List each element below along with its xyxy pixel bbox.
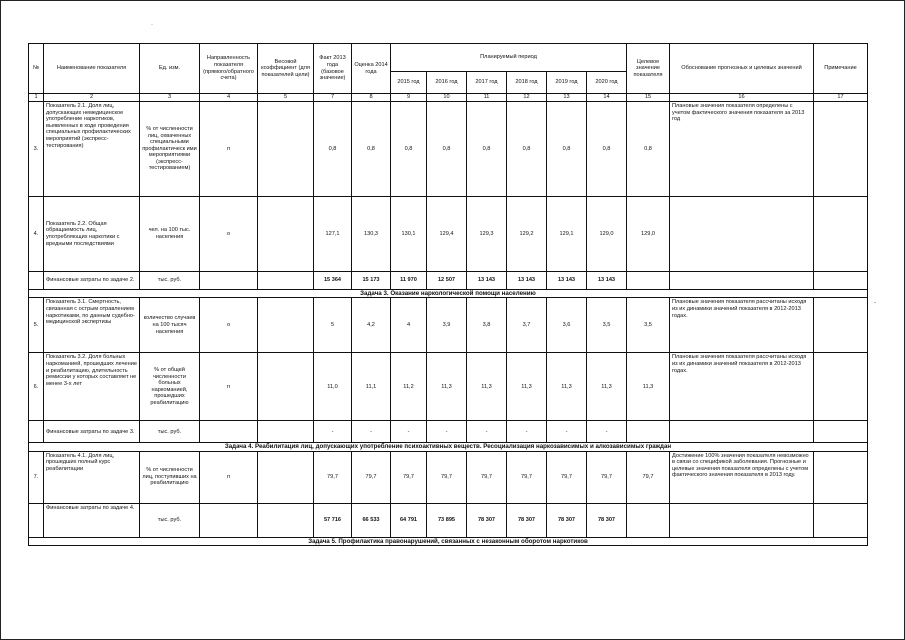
value-estimate-2014: 79,7 bbox=[352, 451, 391, 503]
finance-row bbox=[29, 272, 868, 290]
indicator-name: Показатель 4.1. Доля лиц, прошедших полный курс реабилитации bbox=[44, 451, 140, 503]
column-number: 7 bbox=[314, 94, 352, 102]
column-number: 13 bbox=[547, 94, 587, 102]
table-row bbox=[29, 353, 868, 421]
finance-value: 78 307 bbox=[587, 503, 627, 537]
header-name: Наименование показателя bbox=[44, 44, 140, 94]
note-cell bbox=[814, 353, 868, 421]
row-num: 7. bbox=[29, 451, 44, 503]
indicator-name: Показатель 3.1. Смертность, связанная с острым отравлением наркотиками, по данным судебно-медицинской экспертизы bbox=[44, 298, 140, 353]
header-note: Примечание bbox=[814, 44, 868, 94]
section-title: Задача 5. Профилактика правонарушений, связанных с незаконным оборотом наркотиков bbox=[29, 537, 868, 545]
value-2015: 4 bbox=[391, 298, 427, 353]
finance-unit: тыс. руб. bbox=[140, 503, 200, 537]
column-number: 16 bbox=[670, 94, 814, 102]
finance-value: 78 307 bbox=[467, 503, 507, 537]
indicator-unit: чел. на 100 тыс. населения bbox=[140, 197, 200, 272]
column-number: 11 bbox=[467, 94, 507, 102]
finance-row bbox=[29, 503, 868, 537]
column-number: 3 bbox=[140, 94, 200, 102]
table-row bbox=[29, 197, 868, 272]
header-year: 2020 год bbox=[587, 72, 627, 94]
column-number: 17 bbox=[814, 94, 868, 102]
row-num: 4. bbox=[29, 197, 44, 272]
value-2019: 0,8 bbox=[547, 102, 587, 197]
header-unit: Ед. изм. bbox=[140, 44, 200, 94]
finance-value: - bbox=[507, 421, 547, 443]
value-2019: 79,7 bbox=[547, 451, 587, 503]
finance-value: - bbox=[391, 421, 427, 443]
indicator-direction: о bbox=[200, 197, 258, 272]
finance-row bbox=[29, 421, 868, 443]
finance-value: 78 307 bbox=[547, 503, 587, 537]
header-num: № bbox=[29, 44, 44, 94]
note-cell bbox=[814, 197, 868, 272]
value-2016: 11,3 bbox=[427, 353, 467, 421]
indicator-weight bbox=[258, 102, 314, 197]
value-2020: 0,8 bbox=[587, 102, 627, 197]
indicator-weight bbox=[258, 353, 314, 421]
value-fact-2013: 11,0 bbox=[314, 353, 352, 421]
note-cell bbox=[814, 451, 868, 503]
finance-value: 15 364 bbox=[314, 272, 352, 290]
table-header bbox=[29, 44, 868, 102]
value-fact-2013: 127,1 bbox=[314, 197, 352, 272]
value-target: 0,8 bbox=[627, 102, 670, 197]
header-weight: Весовой коэффициент (для показателей цели) bbox=[258, 44, 314, 94]
finance-value: 13 143 bbox=[587, 272, 627, 290]
justification-text bbox=[670, 197, 814, 272]
justification-text: Достижение 100% значения показателя невозможно в связи со спецификой заболевания. Прогнозные и целевые значения показателя определены с учетом фактического значения показателя в 2013 году. bbox=[670, 451, 814, 503]
finance-value: 57 716 bbox=[314, 503, 352, 537]
value-estimate-2014: 0,8 bbox=[352, 102, 391, 197]
section-title: Задача 4. Реабилитация лиц, допускающих употребление психоактивных веществ. Ресоциализация наркозависимых и алкозависимых граждан bbox=[29, 443, 868, 451]
column-numbers-row bbox=[29, 94, 868, 102]
finance-label: Финансовые затраты по задаче 2. bbox=[44, 272, 140, 290]
indicator-direction: п bbox=[200, 102, 258, 197]
row-num: 6. bbox=[29, 353, 44, 421]
finance-label: Финансовые затраты по задаче 4. bbox=[44, 503, 140, 537]
column-number: 4 bbox=[200, 94, 258, 102]
finance-unit: тыс. руб. bbox=[140, 421, 200, 443]
finance-value: 13 143 bbox=[507, 272, 547, 290]
finance-value: - bbox=[427, 421, 467, 443]
left-border-line bbox=[0, 0, 1, 640]
value-2015: 0,8 bbox=[391, 102, 427, 197]
column-number: 1 bbox=[29, 94, 44, 102]
section-title: Задача 3. Оказание наркологической помощи населению bbox=[29, 290, 868, 298]
value-target: 3,5 bbox=[627, 298, 670, 353]
header-year: 2015 год bbox=[391, 72, 427, 94]
finance-label: Финансовые затраты по задаче 3. bbox=[44, 421, 140, 443]
row-num: 5. bbox=[29, 298, 44, 353]
table-row bbox=[29, 298, 868, 353]
header-year: 2017 год bbox=[467, 72, 507, 94]
value-estimate-2014: 130,3 bbox=[352, 197, 391, 272]
note-cell bbox=[814, 298, 868, 353]
section-row bbox=[29, 290, 868, 298]
value-estimate-2014: 11,1 bbox=[352, 353, 391, 421]
indicator-unit: % от общей численности больных наркоманией, прошедших реабилитацию bbox=[140, 353, 200, 421]
value-fact-2013: 0,8 bbox=[314, 102, 352, 197]
value-2016: 3,9 bbox=[427, 298, 467, 353]
column-number: 15 bbox=[627, 94, 670, 102]
value-2018: 3,7 bbox=[507, 298, 547, 353]
value-estimate-2014: 4,2 bbox=[352, 298, 391, 353]
section-row bbox=[29, 537, 868, 545]
indicator-direction: п bbox=[200, 353, 258, 421]
section-row bbox=[29, 443, 868, 451]
value-2016: 79,7 bbox=[427, 451, 467, 503]
value-target: 129,0 bbox=[627, 197, 670, 272]
indicator-name: Показатель 2.2. Общая обращаемость лиц, употребляющих наркотики с вредными последствиями bbox=[44, 197, 140, 272]
value-2017: 3,8 bbox=[467, 298, 507, 353]
header-year: 2018 год bbox=[507, 72, 547, 94]
value-2020: 3,5 bbox=[587, 298, 627, 353]
justification-text: Плановые значения показателя определены с учетом фактического значения показателя за 2013 год bbox=[670, 102, 814, 197]
column-number: 14 bbox=[587, 94, 627, 102]
value-2018: 129,2 bbox=[507, 197, 547, 272]
finance-value: - bbox=[587, 421, 627, 443]
value-2015: 79,7 bbox=[391, 451, 427, 503]
indicator-direction: п bbox=[200, 451, 258, 503]
scan-speck: · bbox=[151, 22, 153, 28]
column-number: 12 bbox=[507, 94, 547, 102]
finance-value: 64 791 bbox=[391, 503, 427, 537]
table-row bbox=[29, 102, 868, 197]
header-direction: Направленность показателя (прямого/обратного счета) bbox=[200, 44, 258, 94]
header-estimate-2014: Оценка 2014 года bbox=[352, 44, 391, 94]
scan-speck-right: - bbox=[874, 300, 876, 306]
header-fact-2013: Факт 2013 года (базовое значение) bbox=[314, 44, 352, 94]
table-row bbox=[29, 451, 868, 503]
indicator-unit: % от численности лиц, охваченных специальными профилактическ ими мероприятиями (экспресс-тестированием) bbox=[140, 102, 200, 197]
value-2019: 11,3 bbox=[547, 353, 587, 421]
column-number: 9 bbox=[391, 94, 427, 102]
finance-value: 11 970 bbox=[391, 272, 427, 290]
value-2015: 11,2 bbox=[391, 353, 427, 421]
header-planned-period: Планируемый период bbox=[391, 44, 627, 72]
finance-value: - bbox=[352, 421, 391, 443]
value-2018: 0,8 bbox=[507, 102, 547, 197]
indicator-unit: % от численности лиц, поступивших на реабилитацию bbox=[140, 451, 200, 503]
value-2017: 129,3 bbox=[467, 197, 507, 272]
value-2020: 129,0 bbox=[587, 197, 627, 272]
row-num: 3. bbox=[29, 102, 44, 197]
indicator-unit: количество случаев на 100 тысяч населения bbox=[140, 298, 200, 353]
finance-value: - bbox=[547, 421, 587, 443]
header-year: 2016 год bbox=[427, 72, 467, 94]
value-2017: 0,8 bbox=[467, 102, 507, 197]
value-2015: 130,1 bbox=[391, 197, 427, 272]
indicator-weight bbox=[258, 197, 314, 272]
finance-value: 73 895 bbox=[427, 503, 467, 537]
table-body bbox=[29, 102, 868, 546]
column-number: 2 bbox=[44, 94, 140, 102]
value-2020: 11,3 bbox=[587, 353, 627, 421]
header-justification: Обоснование прогнозных и целевых значений bbox=[670, 44, 814, 94]
value-2018: 79,7 bbox=[507, 451, 547, 503]
indicator-name: Показатель 3.2. Доля больных наркоманией, прошедших лечение и реабилитацию, длительность ремиссии у которых составляет не менее 3-х лет bbox=[44, 353, 140, 421]
value-fact-2013: 79,7 bbox=[314, 451, 352, 503]
indicator-weight bbox=[258, 451, 314, 503]
top-border-line bbox=[0, 0, 905, 1]
justification-text: Плановые значения показателя рассчитаны исходя из их динамики значений показателя в 2012-2013 годах. bbox=[670, 298, 814, 353]
column-number: 5 bbox=[258, 94, 314, 102]
finance-unit: тыс. руб. bbox=[140, 272, 200, 290]
indicators-table bbox=[28, 43, 868, 546]
column-number: 8 bbox=[352, 94, 391, 102]
finance-value: 66 533 bbox=[352, 503, 391, 537]
indicator-weight bbox=[258, 298, 314, 353]
header-target: Целевое значение показателя bbox=[627, 44, 670, 94]
finance-value: - bbox=[314, 421, 352, 443]
value-2016: 129,4 bbox=[427, 197, 467, 272]
finance-value: - bbox=[467, 421, 507, 443]
value-2017: 11,3 bbox=[467, 353, 507, 421]
finance-value: 78 307 bbox=[507, 503, 547, 537]
value-2020: 79,7 bbox=[587, 451, 627, 503]
indicator-name: Показатель 2.1. Доля лиц, допускающих немедицинское употребление наркотиков, выявленных в ходе проведения специальных профилактических мероприятий (экспресс-тестирования) bbox=[44, 102, 140, 197]
justification-text: Плановые значения показателя рассчитаны исходя из их динамики значений показателя в 2012-2013 годах. bbox=[670, 353, 814, 421]
header-year: 2019 год bbox=[547, 72, 587, 94]
value-fact-2013: 5 bbox=[314, 298, 352, 353]
finance-value: 13 143 bbox=[547, 272, 587, 290]
value-target: 79,7 bbox=[627, 451, 670, 503]
finance-value: 15 173 bbox=[352, 272, 391, 290]
indicator-direction: о bbox=[200, 298, 258, 353]
finance-value: 12 507 bbox=[427, 272, 467, 290]
column-number: 10 bbox=[427, 94, 467, 102]
value-2019: 129,1 bbox=[547, 197, 587, 272]
value-2019: 3,6 bbox=[547, 298, 587, 353]
value-2016: 0,8 bbox=[427, 102, 467, 197]
value-target: 11,3 bbox=[627, 353, 670, 421]
finance-value: 13 143 bbox=[467, 272, 507, 290]
note-cell bbox=[814, 102, 868, 197]
value-2017: 79,7 bbox=[467, 451, 507, 503]
value-2018: 11,3 bbox=[507, 353, 547, 421]
